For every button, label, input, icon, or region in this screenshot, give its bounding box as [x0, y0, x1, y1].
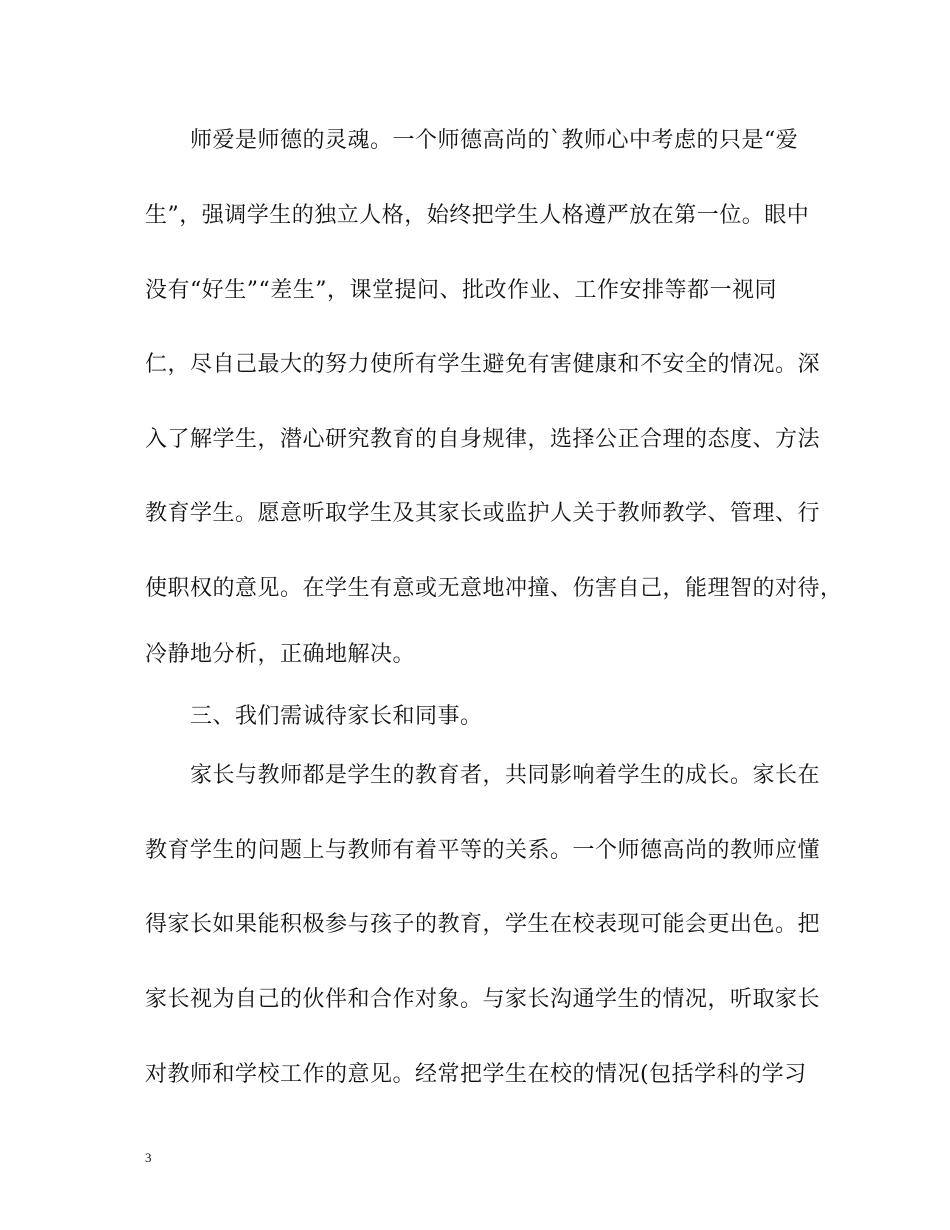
paragraph-line: 教育学生。愿意听取学生及其家长或监护人关于教师教学、管理、行 — [145, 501, 821, 526]
paragraph-line: 家长与教师都是学生的教育者，共同影响着学生的成长。家长在 — [190, 763, 821, 788]
paragraph-line: 仁，尽自己最大的努力使所有学生避免有害健康和不安全的情况。深 — [145, 352, 821, 377]
paragraph-line: 教育学生的问题上与教师有着平等的关系。一个师德高尚的教师应懂 — [145, 838, 821, 863]
paragraph-line: 对教师和学校工作的意见。经常把学生在校的情况(包括学科的学习 — [145, 1062, 807, 1087]
paragraph-line: 使职权的意见。在学生有意或无意地冲撞、伤害自己，能理智的对待， — [145, 576, 843, 601]
paragraph-line: 得家长如果能积极参与孩子的教育，学生在校表现可能会更出色。把 — [145, 912, 821, 937]
paragraph-line: 冷静地分析，正确地解决。 — [145, 642, 416, 667]
paragraph-line: 师爱是师德的灵魂。一个师德高尚的`教师心中考虑的只是“爱 — [190, 128, 799, 153]
section-heading: 三、我们需诚待家长和同事。 — [190, 704, 483, 729]
paragraph-line: 生”，强调学生的独立人格，始终把学生人格遵严放在第一位。眼中 — [145, 203, 810, 228]
paragraph-line: 家长视为自己的伙伴和合作对象。与家长沟通学生的情况，听取家长 — [145, 987, 821, 1012]
page-number: 3 — [145, 1150, 152, 1165]
paragraph-line: 入了解学生，潜心研究教育的自身规律，选择公正合理的态度、方法 — [145, 427, 821, 452]
paragraph-line: 没有“好生”“差生”，课堂提问、批改作业、工作安排等都一视同 — [145, 278, 777, 303]
